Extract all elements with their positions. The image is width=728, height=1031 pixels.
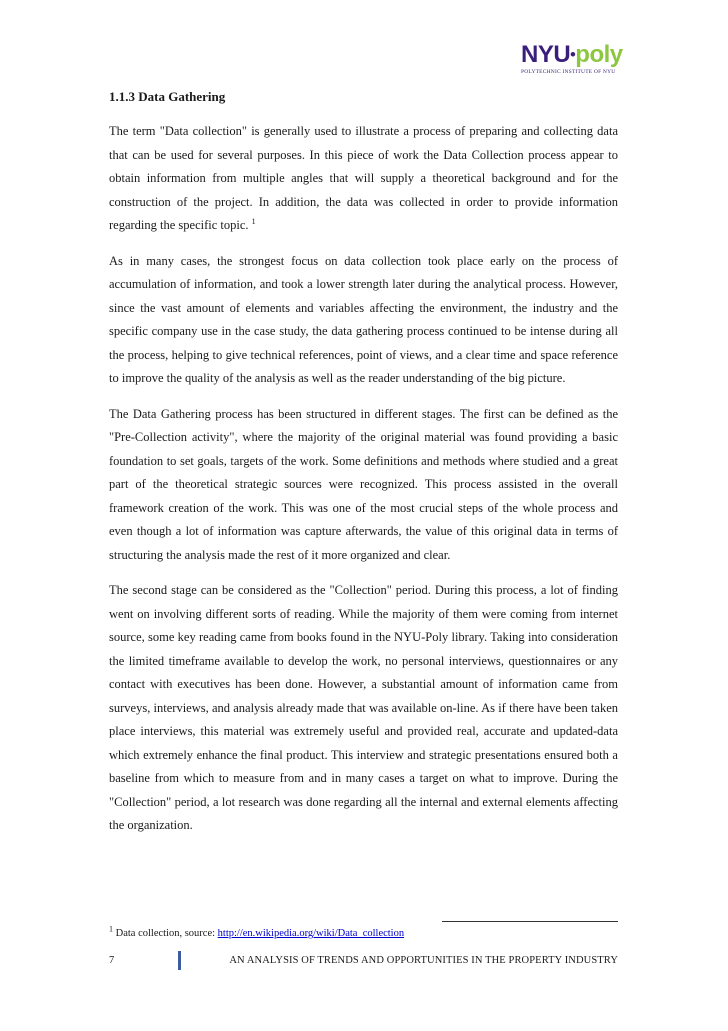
page-body xyxy=(109,88,618,850)
nyu-poly-logo xyxy=(521,42,621,75)
footnote-divider xyxy=(442,921,618,922)
page-footer xyxy=(109,951,618,971)
paragraph-1-text: The term "Data collection" is generally used to illustrate a process of preparing and collecting data that can be used for several purposes. In this piece of work the Data Collection process appear to obtain information from multiple angles that will supply a theoretical background and for the construction of the project. In addition, the data was collected in order to provide information regarding the specific topic. xyxy=(109,124,618,232)
footer-divider-bar xyxy=(178,951,181,970)
logo-subtitle: POLYTECHNIC INSTITUTE OF NYU xyxy=(521,68,616,75)
footnote-link[interactable]: http://en.wikipedia.org/wiki/Data_collection xyxy=(217,928,405,939)
logo-nyu: NYU xyxy=(521,41,571,68)
footnote-text: Data collection, source: xyxy=(113,928,218,939)
footnote-marker: 1 xyxy=(109,924,113,934)
footnote xyxy=(109,924,618,941)
footer-title: AN ANALYSIS OF TRENDS AND OPPORTUNITIES IN THE PROPERTY INDUSTRY xyxy=(229,955,618,966)
paragraph-3: The Data Gathering process has been structured in different stages. The first can be defined as the "Pre-Collection activity", where the majority of the original material was found providing a basic foundation to set goals, targets of the work. Some definitions and methods where studied and a great part of the theoretical strategic sources were recognized. This process assisted in the overall framework creation of the work. This was one of the most crucial steps of the whole process and even though a lot of information was capture afterwards, the value of this original data in terms of structuring the analysis made the rest of it more organized and clear. xyxy=(109,406,618,562)
paragraph-2: As in many cases, the strongest focus on data collection took place early on the process of accumulation of information, and took a lower strength later during the analytical process. However, since the vast amount of elements and variables affecting the environment, the industry and the specific company use in the case study, the data gathering process continued to be intense during all the process, helping to give technical references, point of views, and a clear time and space reference to improve the quality of the analysis as well as the reader understanding of the big picture. xyxy=(109,253,618,385)
logo-poly: poly xyxy=(575,41,623,68)
paragraph-4: The second stage can be considered as the "Collection" period. During this process, a lot of finding went on involving different sorts of reading. While the majority of them were coming from internet source, some key reading came from books found in the NYU-Poly library. Taking into consideration the limited timeframe available to develop the work, no personal interviews, questionnaires or any contact with executives has been done. However, a substantial amount of information came from surveys, interviews, and analysis already made that was available on-line. As if there have been taken place interviews, this material was extremely useful and provided real, accurate and updated-data which extremely enhance the final product. This interview and strategic presentations ensured both a baseline from which to measure from and in many cases a target on what to improve. During the "Collection" period, a lot research was done regarding all the internal and external elements affecting the organization. xyxy=(109,583,618,832)
logo-dot: • xyxy=(570,46,576,64)
logo-wordmark xyxy=(521,42,621,69)
footnote-reference[interactable]: 1 xyxy=(251,216,256,226)
page-number: 7 xyxy=(109,955,115,966)
paragraph-1 xyxy=(109,120,618,238)
section-heading: 1.1.3 Data Gathering xyxy=(109,89,226,104)
